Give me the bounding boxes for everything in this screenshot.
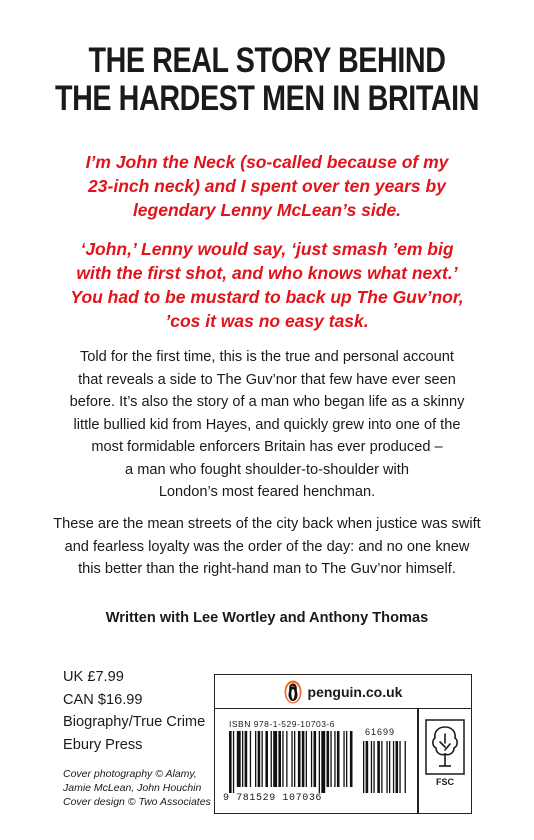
pull-quote-2 [0,237,534,333]
barcode-bar [298,731,301,787]
blurb-line: a man who fought shoulder-to-shoulder with [125,461,409,478]
barcode-bar [306,731,307,787]
barcode-bar [282,731,283,787]
penguin-logo-icon [284,680,302,704]
addon-digits: 61699 [365,727,396,737]
addon-bar [389,741,390,793]
barcode-bar [250,731,251,787]
pull-quote-line: with the first shot, and who knows what next.’ [76,263,458,283]
barcode-image [229,731,409,793]
isbn-label: ISBN 978-1-529-10703-6 [229,719,335,729]
pull-quote-1 [0,150,534,222]
headline [48,42,486,118]
photo-credit-line: Cover design © Two Associates [63,796,211,808]
barcode-bar [319,731,320,793]
category-label: Biography/True Crime [63,714,206,730]
barcode-bar [327,731,330,787]
barcode-bar [302,731,305,787]
photo-credit [63,767,211,809]
barcode-bar [343,731,344,787]
barcode-bar [245,731,248,787]
addon-bar [405,741,406,793]
barcode-bar [258,731,261,787]
addon-bar [363,741,364,793]
pull-quote-line: ‘John,’ Lenny would say, ‘just smash ’em big [80,239,454,259]
publisher-row [215,675,471,709]
barcode-bar [242,731,243,787]
blurb-line: These are the mean streets of the city back when justice was swift [53,516,481,532]
addon-bar [377,741,380,793]
addon-bar [371,741,372,793]
price-can: CAN $16.99 [63,691,143,708]
headline-line-2: THE HARDEST MEN IN BRITAIN [54,79,480,118]
headline-line-1: THE REAL STORY BEHIND [88,41,446,80]
pull-quote-line: 23-inch neck) and I spent over ten years by [88,176,446,196]
barcode-bar [273,731,277,787]
barcode-bar [321,731,325,793]
addon-bar [399,741,400,793]
barcode-bar [229,731,232,793]
barcode-bar [291,731,292,787]
barcode-bar [271,731,272,787]
addon-bar [393,741,394,793]
price-block [63,666,205,756]
blurb-line: little bullied kid from Hayes, and quickly grew into one of the [73,416,461,433]
blurb-line: London’s most feared henchman. [158,484,376,500]
blurb-line: this better than the right-hand man to The Guv’nor himself. [78,561,456,577]
barcode-digits: 9 781529 107036 [223,793,323,804]
addon-bar [381,741,382,793]
photo-credit-line: Cover photography © Alamy, [63,768,197,780]
barcode-bar [255,731,256,787]
fsc-label: FSC [436,777,454,787]
fsc-mark [421,719,469,807]
blurb-line: most formidable enforcers Britain has ever produced – [91,439,443,455]
addon-bar [373,741,374,793]
addon-bar [386,741,387,793]
blurb-paragraph-1 [0,346,534,504]
fsc-tree-icon [425,719,465,775]
barcode-bar [334,731,335,787]
barcode-bar [262,731,263,787]
pull-quote-line: ’cos it was no easy task. [165,311,369,331]
barcode-box [214,674,472,814]
publisher-url: penguin.co.uk [307,683,403,700]
addon-bar [366,741,369,793]
photo-credit-line: Jamie McLean, John Houchin [63,782,202,794]
blurb-line: before. It’s also the story of a man who began life as a skinny [69,394,465,410]
barcode-bar [350,731,353,787]
blurb-paragraph-2 [0,513,534,581]
barcode-bar [286,731,287,787]
barcode-bar [237,731,241,787]
barcode-bar [314,731,317,787]
imprint-label: Ebury Press [63,736,143,753]
box-divider [417,709,419,813]
pull-quote-line: legendary Lenny McLean’s side. [132,200,402,220]
blurb-line: Told for the first time, this is the true and personal account [80,349,454,365]
blurb-line: and fearless loyalty was the order of the day: and no one knew [64,538,470,555]
barcode-bar [337,731,340,787]
blurb-line: that reveals a side to The Guv’nor that few have ever seen [78,371,456,388]
barcode-bar [311,731,312,787]
pull-quote-line: I’m John the Neck (so-called because of my [85,152,449,172]
barcode-bar [346,731,347,787]
price-uk: UK £7.99 [63,669,124,685]
barcode-bar [330,731,331,787]
addon-bar [396,741,399,793]
barcode-bar [294,731,295,787]
barcode-bar [278,731,281,787]
barcode-bar [233,731,234,793]
barcode-bar [265,731,268,787]
author-credit: Written with Lee Wortley and Anthony Thomas [105,610,429,626]
pull-quote-line: You had to be mustard to back up The Guv’nor, [70,287,464,307]
